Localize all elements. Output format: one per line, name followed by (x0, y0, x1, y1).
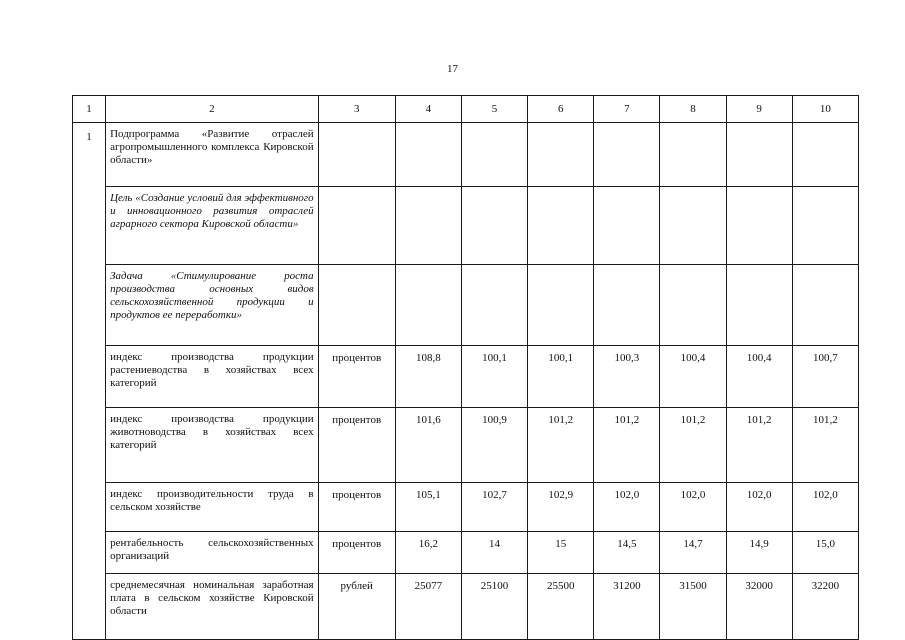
empty-cell (594, 123, 660, 187)
empty-cell (461, 187, 527, 265)
indicator-value: 102,0 (594, 483, 660, 532)
empty-cell (318, 123, 395, 187)
empty-cell (528, 265, 594, 346)
indicator-row (73, 408, 859, 483)
indicator-name: рентабельность сельскохозяйственных организаций (106, 532, 319, 574)
indicator-value: 105,1 (395, 483, 461, 532)
indicator-name: индекс производительности труда в сельском хозяйстве (106, 483, 319, 532)
indicator-value: 14 (461, 532, 527, 574)
empty-cell (594, 265, 660, 346)
indicator-unit: процентов (318, 532, 395, 574)
empty-cell (528, 123, 594, 187)
indicator-value: 100,1 (461, 346, 527, 408)
indicator-value: 101,2 (792, 408, 858, 483)
empty-cell (461, 265, 527, 346)
empty-cell (726, 187, 792, 265)
indicator-row (73, 574, 859, 640)
indicator-value: 100,3 (594, 346, 660, 408)
table-row (73, 187, 859, 265)
empty-cell (395, 265, 461, 346)
indicator-row (73, 483, 859, 532)
empty-cell (660, 187, 726, 265)
column-header: 3 (318, 96, 395, 123)
empty-cell (660, 123, 726, 187)
indicator-unit: рублей (318, 574, 395, 640)
task-text: Задача «Стимулирование роста производства основных видов сельскохозяйственной продукции и продуктов ее переработки» (106, 265, 319, 346)
table-header-row (73, 96, 859, 123)
indicator-row (73, 346, 859, 408)
empty-cell (594, 187, 660, 265)
empty-cell (792, 265, 858, 346)
indicator-value: 31200 (594, 574, 660, 640)
indicator-value: 101,6 (395, 408, 461, 483)
empty-cell (318, 187, 395, 265)
column-header: 5 (461, 96, 527, 123)
column-header: 7 (594, 96, 660, 123)
indicator-value: 25500 (528, 574, 594, 640)
table-row (73, 265, 859, 346)
indicator-value: 32000 (726, 574, 792, 640)
indicator-unit: процентов (318, 483, 395, 532)
indicator-value: 100,4 (660, 346, 726, 408)
column-header: 9 (726, 96, 792, 123)
indicator-row (73, 532, 859, 574)
indicator-name: среднемесячная номинальная заработная плата в сельском хозяйстве Кировской области (106, 574, 319, 640)
row-number: 1 (73, 123, 106, 640)
indicator-name: индекс производства продукции животноводства в хозяйствах всех категорий (106, 408, 319, 483)
empty-cell (726, 123, 792, 187)
indicator-value: 15 (528, 532, 594, 574)
indicator-value: 100,4 (726, 346, 792, 408)
indicators-table (72, 95, 859, 640)
indicator-value: 100,7 (792, 346, 858, 408)
empty-cell (318, 265, 395, 346)
indicator-value: 108,8 (395, 346, 461, 408)
empty-cell (461, 123, 527, 187)
indicator-name: индекс производства продукции растениеводства в хозяйствах всех категорий (106, 346, 319, 408)
indicator-value: 102,9 (528, 483, 594, 532)
column-header: 4 (395, 96, 461, 123)
subprogram-title: Подпрограмма «Развитие отраслей агропромышленного комплекса Кировской области» (106, 123, 319, 187)
empty-cell (395, 187, 461, 265)
table-row (73, 123, 859, 187)
indicator-value: 102,0 (726, 483, 792, 532)
indicator-value: 25100 (461, 574, 527, 640)
empty-cell (792, 123, 858, 187)
indicator-value: 101,2 (726, 408, 792, 483)
indicator-value: 101,2 (594, 408, 660, 483)
indicator-value: 101,2 (660, 408, 726, 483)
empty-cell (395, 123, 461, 187)
indicator-value: 31500 (660, 574, 726, 640)
indicator-value: 100,9 (461, 408, 527, 483)
column-header: 10 (792, 96, 858, 123)
indicator-value: 14,5 (594, 532, 660, 574)
indicator-unit: процентов (318, 346, 395, 408)
indicator-value: 32200 (792, 574, 858, 640)
indicator-value: 102,7 (461, 483, 527, 532)
indicator-value: 25077 (395, 574, 461, 640)
empty-cell (726, 265, 792, 346)
column-header: 2 (106, 96, 319, 123)
empty-cell (660, 265, 726, 346)
indicator-value: 100,1 (528, 346, 594, 408)
indicator-value: 102,0 (660, 483, 726, 532)
column-header: 1 (73, 96, 106, 123)
empty-cell (528, 187, 594, 265)
indicator-value: 16,2 (395, 532, 461, 574)
indicator-value: 14,7 (660, 532, 726, 574)
indicator-value: 14,9 (726, 532, 792, 574)
indicator-value: 101,2 (528, 408, 594, 483)
page-number: 17 (447, 63, 458, 75)
indicator-unit: процентов (318, 408, 395, 483)
column-header: 8 (660, 96, 726, 123)
column-header: 6 (528, 96, 594, 123)
indicator-value: 15,0 (792, 532, 858, 574)
empty-cell (792, 187, 858, 265)
indicator-value: 102,0 (792, 483, 858, 532)
goal-text: Цель «Создание условий для эффективного и инновационного развития отраслей аграрного сектора Кировской области» (106, 187, 319, 265)
